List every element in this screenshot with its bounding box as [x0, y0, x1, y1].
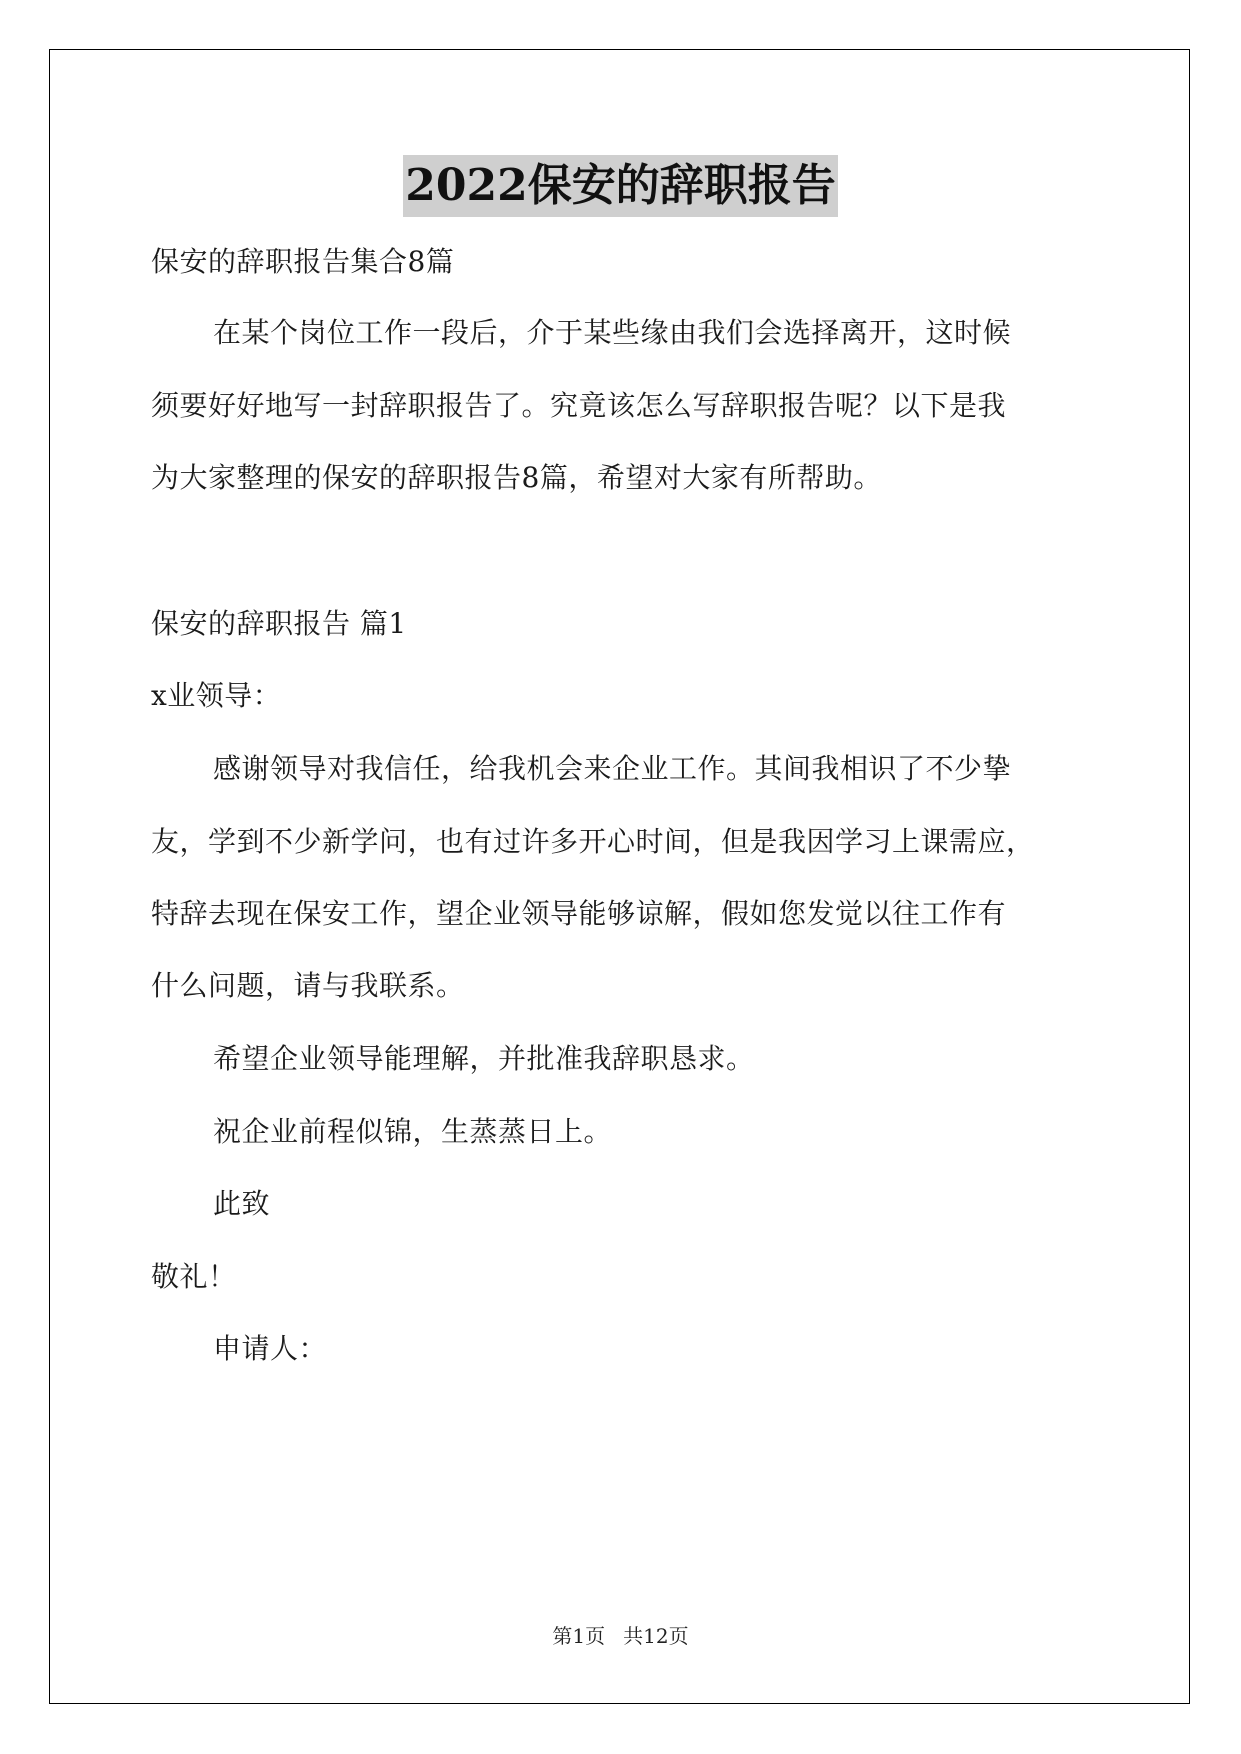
title-container [0, 155, 1241, 217]
body-line-1: 感谢领导对我信任，给我机会来企业工作。其间我相识了不少挚 [213, 752, 1012, 785]
page-total: 共12页 [623, 1624, 689, 1648]
page-number: 第1页 [552, 1624, 606, 1648]
intro-line-3: 为大家整理的保安的辞职报告8篇，希望对大家有所帮助。 [151, 461, 882, 494]
intro-line-1: 在某个岗位工作一段后，介于某些缘由我们会选择离开，这时候 [213, 316, 1012, 349]
body-line-6: 祝企业前程似锦，生蒸蒸日上。 [213, 1115, 613, 1148]
body-line-3: 特辞去现在保安工作，望企业领导能够谅解，假如您发觉以往工作有 [151, 897, 1007, 930]
document-title: 2022保安的辞职报告 [403, 155, 837, 217]
page-border [49, 49, 1190, 1704]
page-footer [0, 1622, 1241, 1650]
applicant-label: 申请人： [213, 1332, 328, 1365]
salutation: x业领导： [151, 679, 282, 712]
body-line-2: 友，学到不少新学问，也有过许多开心时间，但是我因学习上课需应， [151, 825, 1035, 858]
closing-cizhi: 此致 [213, 1187, 271, 1220]
intro-line-2: 须要好好地写一封辞职报告了。究竟该怎么写辞职报告呢？以下是我 [151, 389, 1007, 422]
closing-jingli: 敬礼！ [151, 1260, 237, 1293]
section-heading: 保安的辞职报告 篇1 [151, 607, 407, 640]
body-line-5: 希望企业领导能理解，并批准我辞职恳求。 [213, 1042, 755, 1075]
document-subtitle: 保安的辞职报告集合8篇 [151, 245, 455, 278]
body-line-4: 什么问题，请与我联系。 [151, 969, 465, 1002]
